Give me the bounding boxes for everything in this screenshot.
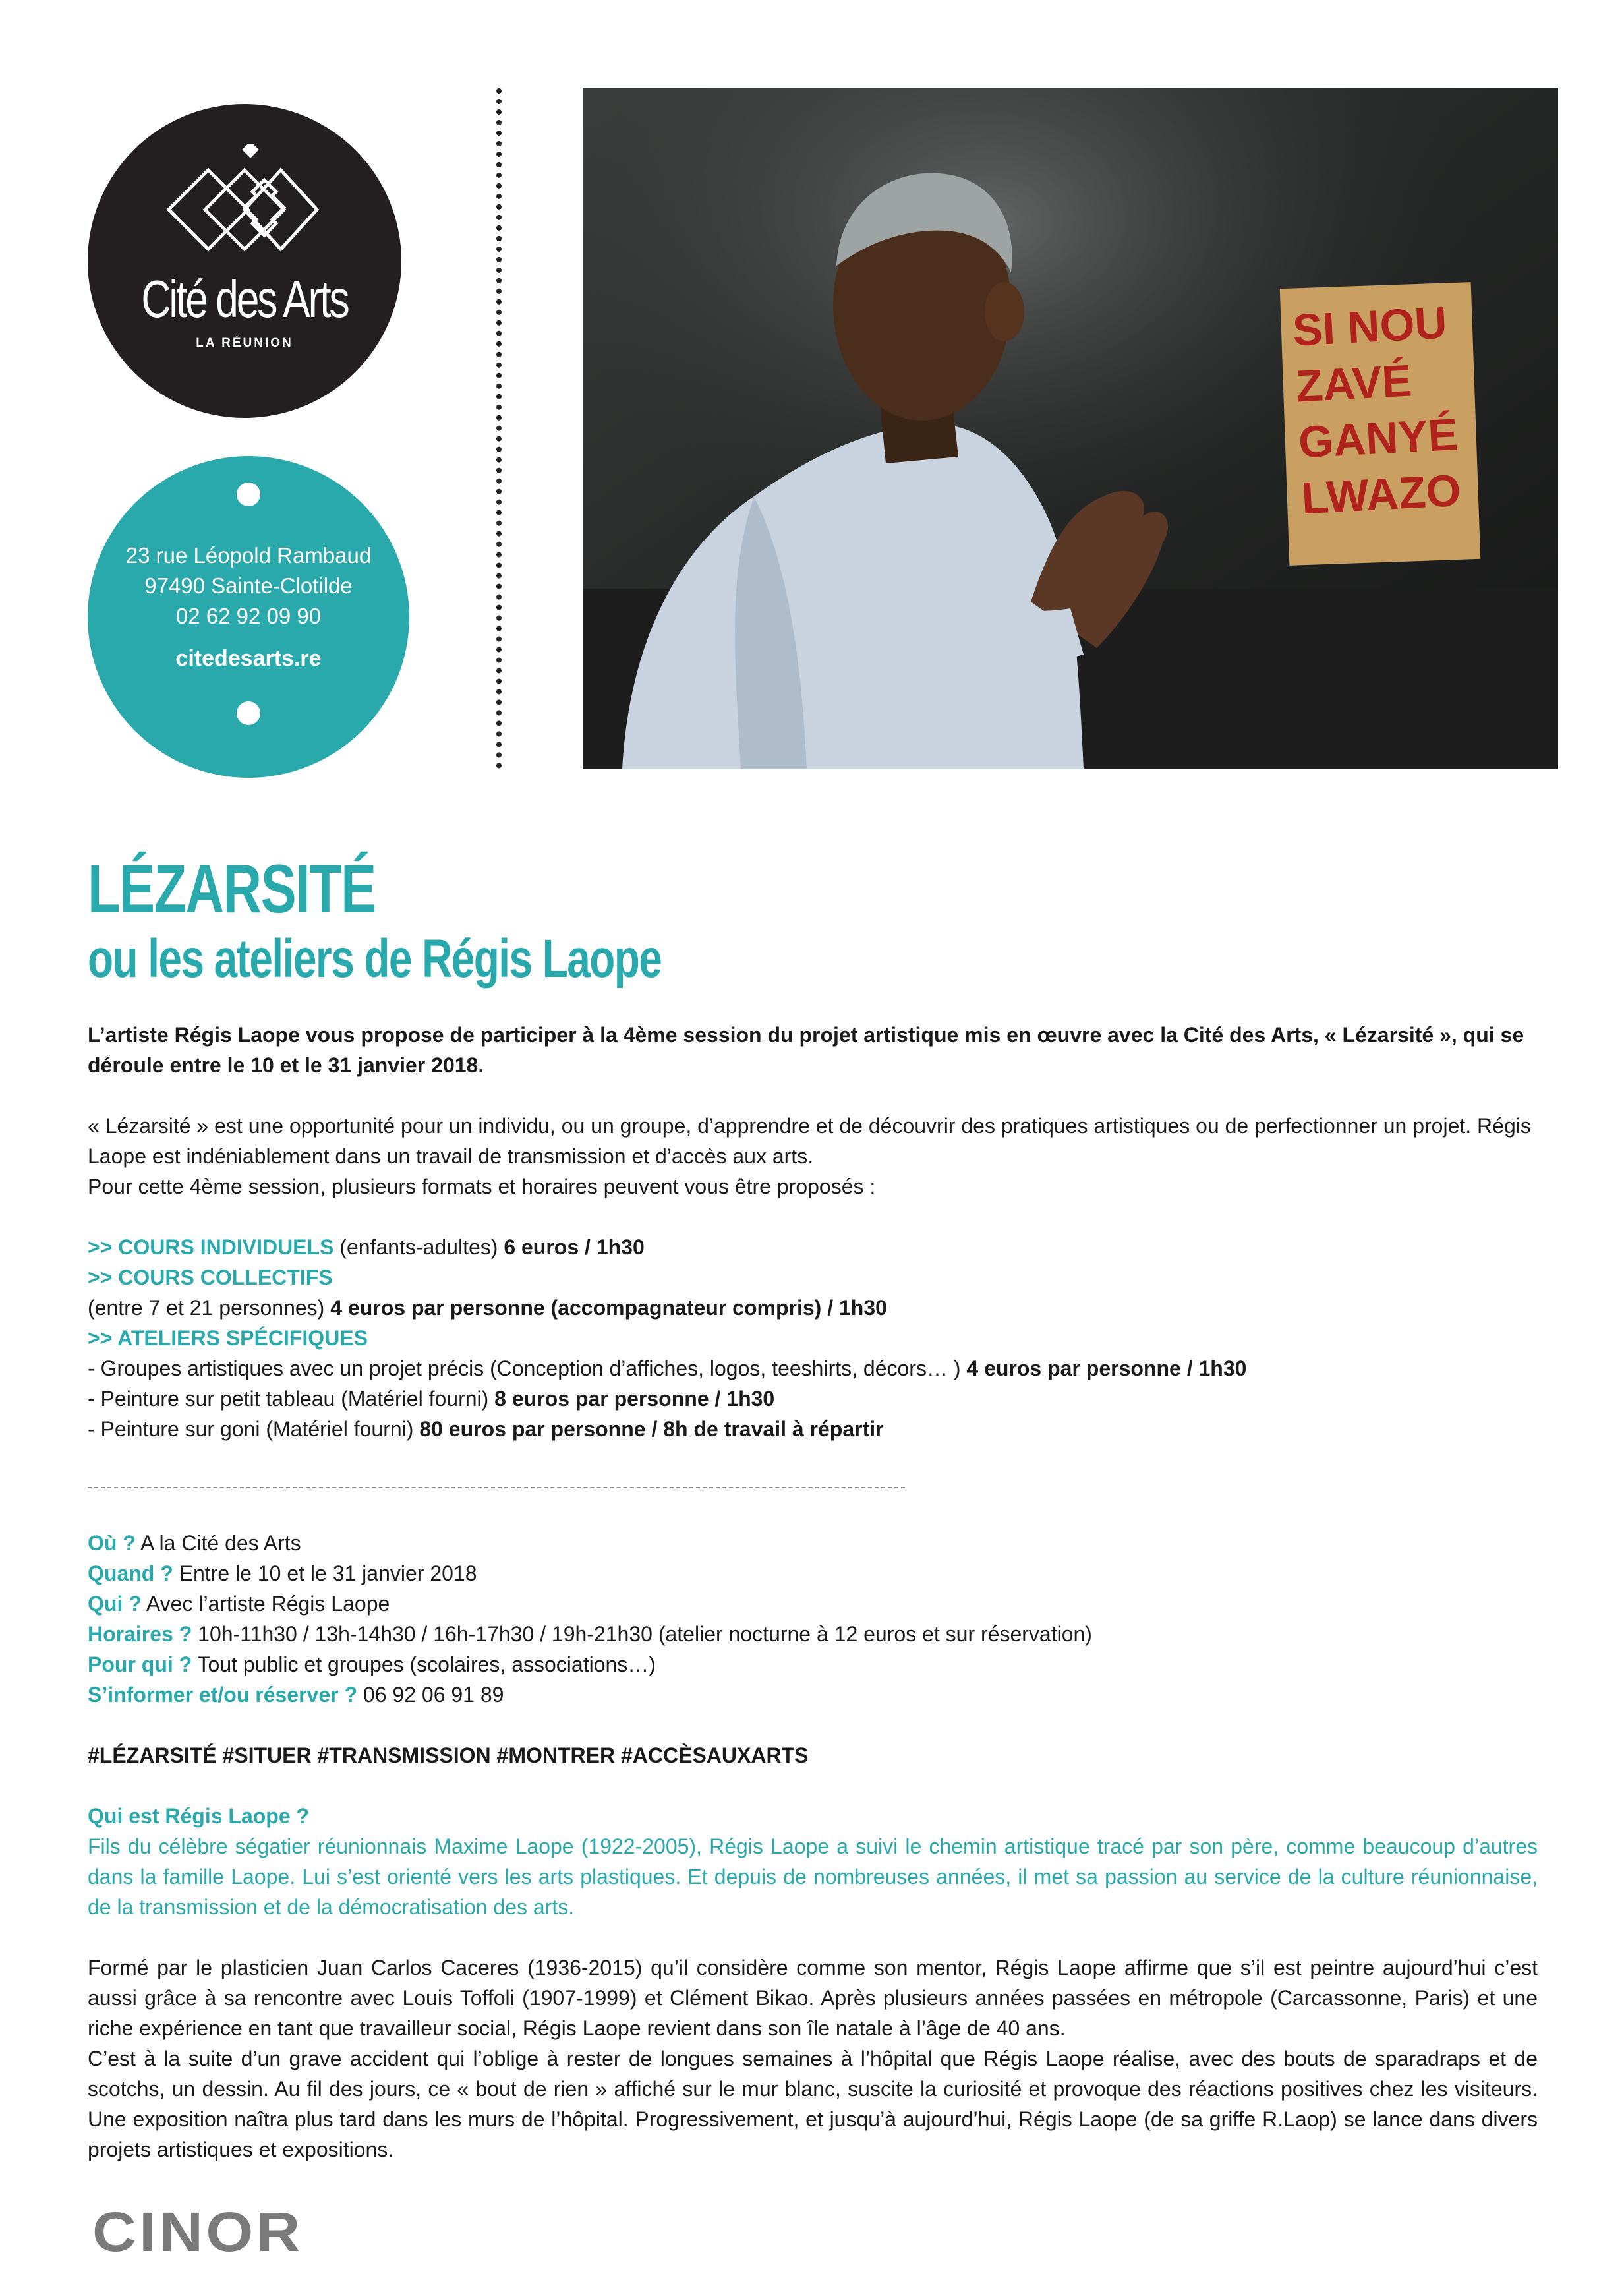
- list-item-price: 80 euros par personne / 8h de travail à répartir: [419, 1417, 884, 1441]
- list-item: [88, 1384, 1538, 1414]
- description-paragraph: « Lézarsité » est une opportunité pour un individu, ou un groupe, d’apprendre et de découvrir des pratiques artistiques ou de perfectionner un projet. Régis Laope est indéniablement dans un travail de transmission et d’accès aux arts.: [88, 1114, 1531, 1168]
- hashtags: #LÉZARSITÉ #SITUER #TRANSMISSION #MONTRER #ACCÈSAUXARTS: [88, 1743, 809, 1767]
- banner-line-2: ZAVÉ: [1294, 355, 1413, 412]
- main-content: [88, 1020, 1538, 1444]
- banner-line-4: LWAZO: [1300, 465, 1463, 524]
- dot-icon: [237, 483, 260, 506]
- bio-paragraph-2: C’est à la suite d’un grave accident qui l’oblige à rester de longues semaines à l’hôpital que Régis Laope réalise, avec des bouts de sparadraps et de scotchs, un dessin. Au fil des jours, ce « bout de rien » affiché sur le mur blanc, suscite la curiosité et provoque des réactions positives chez les visiteurs. Une exposition naîtra plus tard dans les murs de l’hôpital. Progressivement, et jusqu’à aujourd’hui, Régis Laope (de sa griffe R.Laop) se lance dans divers projets artistiques et expositions.: [88, 2047, 1538, 2161]
- bio-teal-paragraph: Fils du célèbre ségatier réunionnais Maxime Laope (1922-2005), Régis Laope a suivi le chemin artistique tracé par son père, comme beaucoup d’autres dans la famille Laope. Lui s’est orienté vers les arts plastiques. Et depuis de nombreuses années, il met sa passion au service de la culture réunionnaise, de la transmission et de la démocratisation des arts.: [88, 1834, 1538, 1919]
- address-city: 97490 Sainte-Clotilde: [144, 573, 353, 598]
- info-row: [88, 1680, 1538, 1710]
- info-row: [88, 1558, 1538, 1589]
- page-subtitle: ou les ateliers de Régis Laope: [88, 929, 662, 989]
- dot-icon: [237, 701, 260, 725]
- offer-collective-label: >> COURS COLLECTIFS: [88, 1266, 333, 1289]
- info-value: Entre le 10 et le 31 janvier 2018: [173, 1562, 477, 1585]
- logo-subtitle: LA RÉUNION: [196, 336, 293, 350]
- info-value: A la Cité des Arts: [135, 1531, 301, 1555]
- banner-line-1: SI NOU: [1291, 297, 1449, 356]
- website-link[interactable]: citedesarts.re: [175, 646, 322, 671]
- logo-name: Cité des Arts: [141, 270, 348, 328]
- info-label: S’informer et/ou réserver ?: [88, 1683, 358, 1707]
- description-formats: Pour cette 4ème session, plusieurs formats et horaires peuvent vous être proposés :: [88, 1175, 876, 1198]
- intro-paragraph: L’artiste Régis Laope vous propose de participer à la 4ème session du projet artistique mis en œuvre avec la Cité des Arts, « Lézarsité », qui se déroule entre le 10 et le 31 janvier 2018.: [88, 1023, 1524, 1077]
- practical-info: [88, 1528, 1538, 2165]
- info-row: [88, 1589, 1538, 1619]
- offer-collective-price: 4 euros par personne (accompagnateur compris) / 1h30: [330, 1296, 887, 1320]
- offer-collective: [88, 1293, 1538, 1323]
- diamond-logo-icon: [165, 144, 324, 276]
- offer-collective-detail: (entre 7 et 21 personnes): [88, 1296, 331, 1320]
- info-label: Qui ?: [88, 1592, 142, 1616]
- address-phone: 02 62 92 09 90: [175, 604, 322, 628]
- info-value: 06 92 06 91 89: [357, 1683, 504, 1707]
- banner-line-3: GANYÉ: [1297, 409, 1459, 468]
- list-item-text: - Peinture sur petit tableau (Matériel fourni): [88, 1387, 495, 1411]
- offer-specific-label: >> ATELIERS SPÉCIFIQUES: [88, 1326, 368, 1350]
- info-label: Pour qui ?: [88, 1653, 192, 1676]
- address-block: [88, 541, 409, 631]
- list-item: [88, 1353, 1538, 1384]
- list-item-price: 4 euros par personne / 1h30: [966, 1357, 1247, 1380]
- page-title: LÉZARSITÉ: [88, 851, 376, 927]
- info-value: 10h-11h30 / 13h-14h30 / 16h-17h30 / 19h-21h30 (atelier nocturne à 12 euros et sur réservation): [192, 1622, 1092, 1646]
- section-divider: [88, 1487, 905, 1488]
- list-item-text: - Peinture sur goni (Matériel fourni): [88, 1417, 420, 1441]
- offer-individual: [88, 1232, 1538, 1262]
- dotted-divider: [496, 88, 502, 769]
- list-item-price: 8 euros par personne / 1h30: [494, 1387, 775, 1411]
- offer-individual-label: >> COURS INDIVIDUELS: [88, 1235, 334, 1259]
- list-item: [88, 1414, 1538, 1444]
- info-row: [88, 1528, 1538, 1558]
- cinor-logo: CINOR: [92, 2201, 303, 2263]
- offer-individual-detail: (enfants-adultes): [334, 1235, 504, 1259]
- info-value: Avec l’artiste Régis Laope: [141, 1592, 390, 1616]
- artist-photo: [583, 88, 1558, 769]
- info-value: Tout public et groupes (scolaires, associations…): [192, 1653, 656, 1676]
- offer-individual-price: 6 euros / 1h30: [504, 1235, 645, 1259]
- address-street: 23 rue Léopold Rambaud: [125, 543, 372, 568]
- photo-illustration: [583, 88, 1558, 769]
- bio-paragraph-1: Formé par le plasticien Juan Carlos Caceres (1936-2015) qu’il considère comme son mentor, Régis Laope affirme que s’il est peintre aujourd’hui c’est aussi grâce à sa rencontre avec Louis Toffoli (1907-1999) et Clément Bikao. Après plusieurs années passées en métropole (Carcassonne, Paris) et une riche expérience en tant que travailleur social, Régis Laope revient dans son île natale à l’âge de 40 ans.: [88, 1956, 1538, 2040]
- info-label: Horaires ?: [88, 1622, 192, 1646]
- address-circle: [88, 456, 409, 778]
- info-row: [88, 1649, 1538, 1680]
- cite-des-arts-logo: [88, 104, 401, 418]
- info-label: Quand ?: [88, 1562, 173, 1585]
- info-label: Où ?: [88, 1531, 136, 1555]
- info-row: [88, 1619, 1538, 1649]
- list-item-text: - Groupes artistiques avec un projet précis (Conception d’affiches, logos, teeshirts, décors… ): [88, 1357, 967, 1380]
- bio-heading: Qui est Régis Laope ?: [88, 1804, 310, 1828]
